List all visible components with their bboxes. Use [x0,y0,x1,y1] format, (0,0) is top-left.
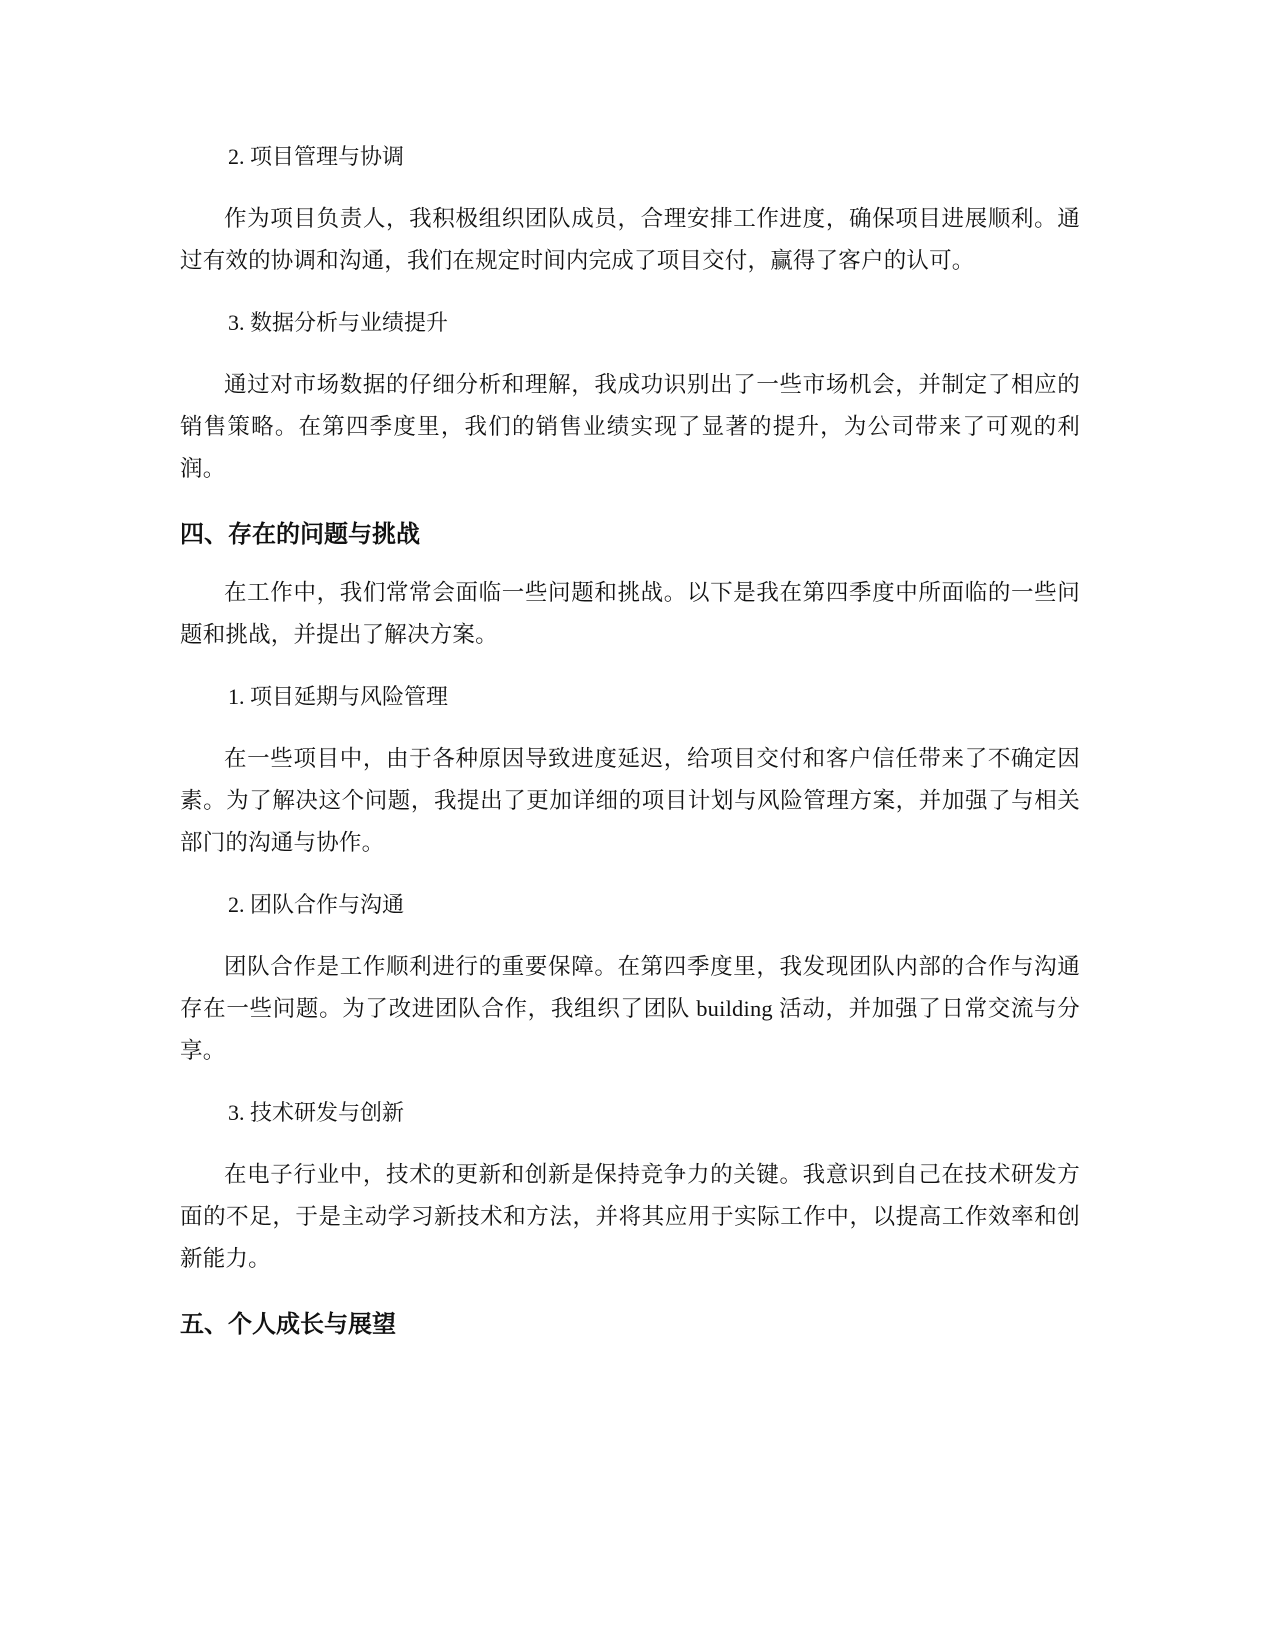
subsection-title-project-management: 2. 项目管理与协调 [228,144,405,169]
section-heading-problems: 四、存在的问题与挑战 [180,520,420,548]
paragraph-data-analysis: 通过对市场数据的仔细分析和理解，我成功识别出了一些市场机会，并制定了相应的销售策略。在第四季度里，我们的销售业绩实现了显著的提升，为公司带来了可观的利润。 [180,372,1080,481]
subsection-title-teamwork: 2. 团队合作与沟通 [228,892,405,917]
section-heading-growth: 五、个人成长与展望 [180,1310,396,1338]
document-page [180,137,1080,1344]
paragraph-teamwork: 团队合作是工作顺利进行的重要保障。在第四季度里，我发现团队内部的合作与沟通存在一些问题。为了改进团队合作，我组织了团队 building 活动，并加强了日常交流与分享。 [180,954,1080,1063]
paragraph-tech-rd: 在电子行业中，技术的更新和创新是保持竞争力的关键。我意识到自己在技术研发方面的不足，于是主动学习新技术和方法，并将其应用于实际工作中，以提高工作效率和创新能力。 [180,1162,1080,1271]
paragraph-problems-intro: 在工作中，我们常常会面临一些问题和挑战。以下是我在第四季度中所面临的一些问题和挑战，并提出了解决方案。 [180,580,1080,647]
subsection-title-project-delay: 1. 项目延期与风险管理 [228,684,449,709]
paragraph-project-management: 作为项目负责人，我积极组织团队成员，合理安排工作进度，确保项目进展顺利。通过有效的协调和沟通，我们在规定时间内完成了项目交付，赢得了客户的认可。 [180,206,1080,273]
subsection-title-tech-rd: 3. 技术研发与创新 [228,1100,405,1125]
paragraph-project-delay: 在一些项目中，由于各种原因导致进度延迟，给项目交付和客户信任带来了不确定因素。为了解决这个问题，我提出了更加详细的项目计划与风险管理方案，并加强了与相关部门的沟通与协作。 [180,746,1080,855]
subsection-title-data-analysis: 3. 数据分析与业绩提升 [228,310,449,335]
